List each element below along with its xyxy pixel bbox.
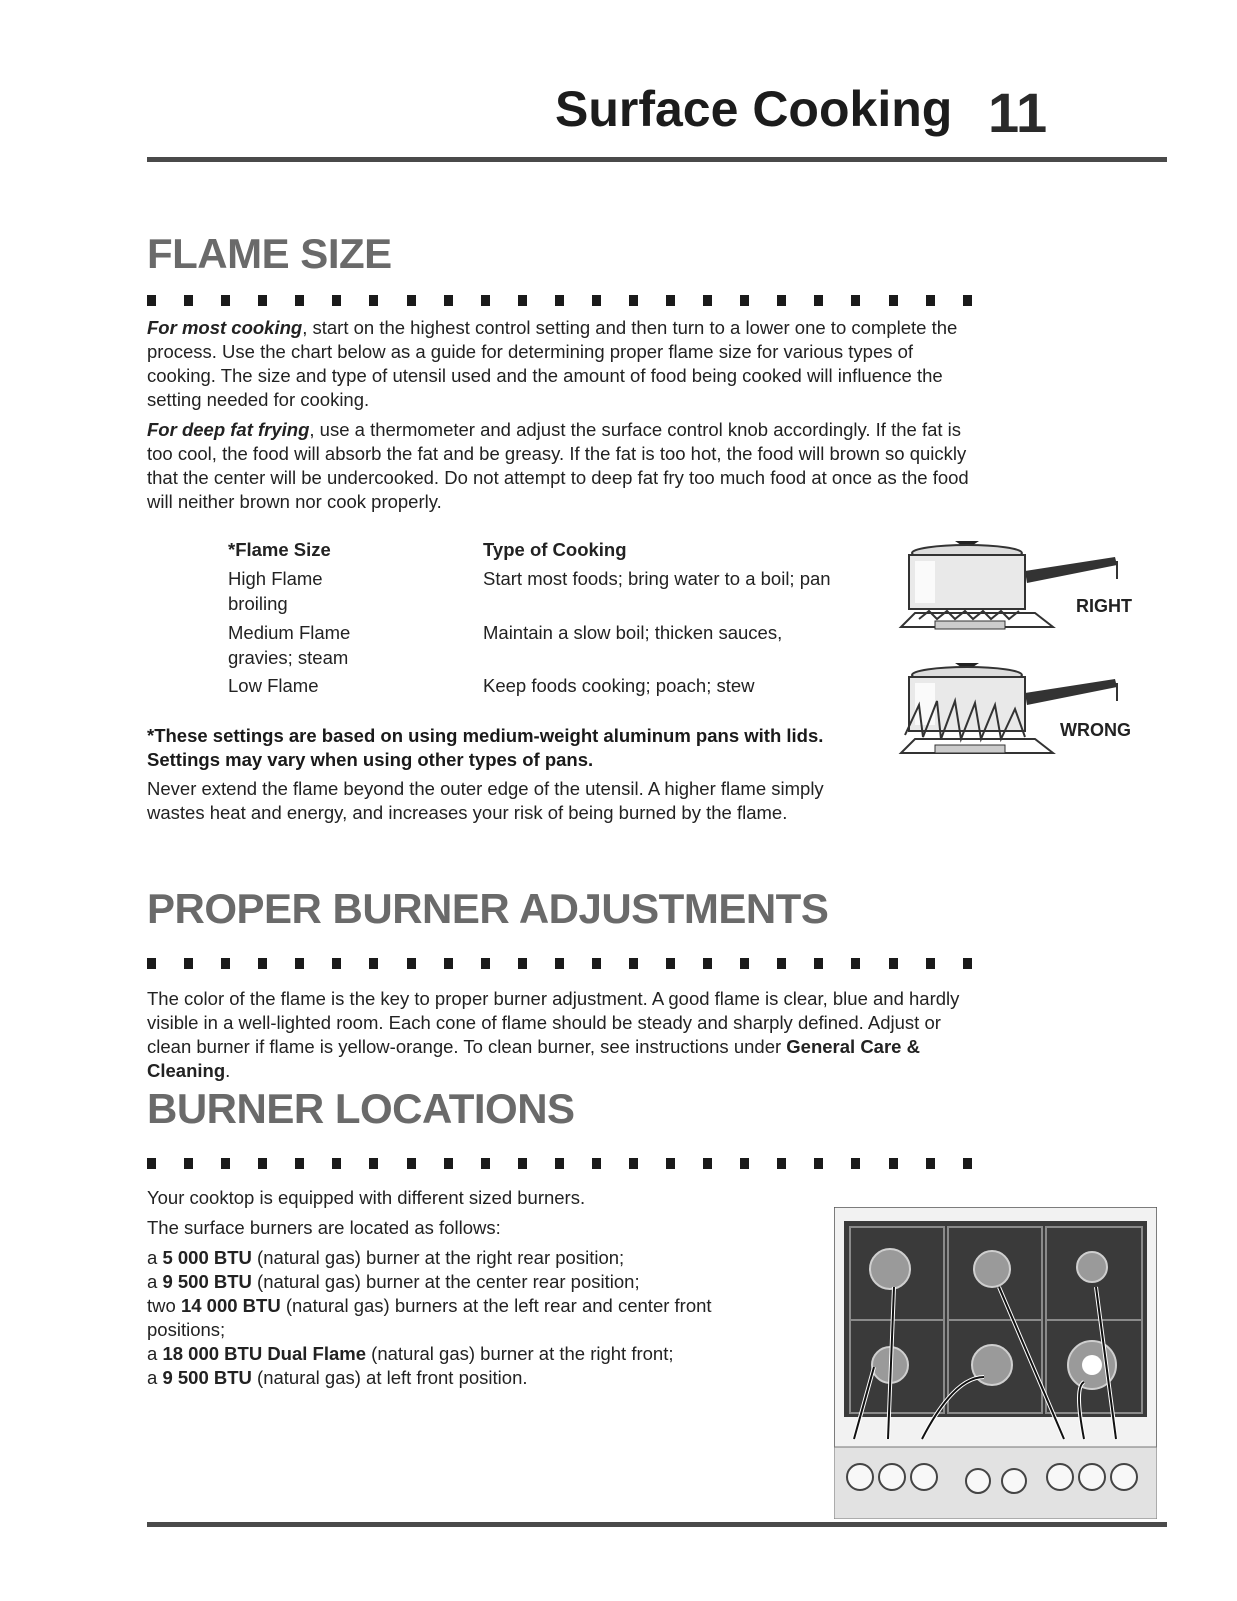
flame-size-text [147, 316, 977, 520]
divider-dot [926, 958, 935, 969]
item-btu: 9 500 BTU [162, 1367, 252, 1388]
table-cell: Start most foods; bring water to a boil; pan [483, 568, 831, 589]
dot-divider [147, 958, 972, 969]
divider-dot [555, 1158, 564, 1169]
p2-text: , use a thermometer and adjust the surface control knob accordingly. If the fat is too cool, the food will absorb the fat and be greasy. If the fat is too hot, the food will brown so quickly that the center will be undercooked. Do not attempt to deep fat fry too much food at once as the food will neither brown nor cook properly. [147, 419, 969, 512]
divider-dot [926, 1158, 935, 1169]
divider-dot [703, 1158, 712, 1169]
divider-dot [481, 295, 490, 306]
item-btu: 18 000 BTU Dual Flame [162, 1343, 367, 1364]
divider-dot [592, 958, 601, 969]
divider-dot [332, 958, 341, 969]
burner-list [147, 1246, 787, 1390]
table-cell: Medium Flame [228, 622, 351, 643]
divider-dot [184, 295, 193, 306]
divider-dot [258, 958, 267, 969]
divider-dot [518, 295, 527, 306]
item-pre: a [147, 1343, 163, 1364]
cooktop-illustration [834, 1207, 1157, 1519]
adjust-text: The color of the flame is the key to proper burner adjustment. A good flame is clear, blue and hardly visible in a well-lighted room. Each cone of flame should be steady and sharply defined. Adjust or clean burner if flame is yellow-orange. To clean burner, see instructions under [147, 988, 960, 1057]
divider-dot [444, 295, 453, 306]
divider-dot [295, 958, 304, 969]
divider-dot [629, 1158, 638, 1169]
page-number: 11 [988, 81, 1048, 144]
p1-text: , start on the highest control setting and then turn to a lower one to complete the process. Use the chart below as a guide for determining proper flame size for various types of cooking. The size and type of utensil used and the amount of food being cooked will influence the setting needed for cooking. [147, 317, 958, 410]
care-cleaning-ref: General Care & Cleaning [147, 1036, 920, 1081]
divider-dot [666, 1158, 675, 1169]
item-post: (natural gas) burners at the left rear and center front positions; [147, 1295, 712, 1340]
divider-dot [147, 295, 156, 306]
burner-adjustments-text [147, 987, 967, 1083]
table-cell: High Flame [228, 568, 323, 589]
list-item [147, 1342, 787, 1366]
page-title: Surface Cooking [555, 81, 953, 137]
divider-dot [407, 295, 416, 306]
pan-right-label: RIGHT [1076, 596, 1132, 616]
divider-dot [740, 958, 749, 969]
divider-dot [777, 958, 786, 969]
item-post: (natural gas) burner at the right front; [366, 1343, 674, 1364]
divider-dot [184, 1158, 193, 1169]
divider-dot [481, 958, 490, 969]
item-btu: 9 500 BTU [162, 1271, 252, 1292]
divider-dot [703, 295, 712, 306]
divider-dot [963, 1158, 972, 1169]
divider-dot [221, 295, 230, 306]
divider-dot [926, 295, 935, 306]
divider-dot [147, 1158, 156, 1169]
table-cell: broiling [228, 593, 288, 614]
most-cooking-paragraph [147, 316, 977, 412]
divider-dot [740, 295, 749, 306]
table-header-flame-size: *Flame Size [228, 539, 331, 560]
burner-locations-text [147, 1186, 787, 1390]
flame-extend-text: Never extend the flame beyond the outer edge of the utensil. A higher flame simply wastes heat and energy, and increases your risk of being burned by the flame. [147, 778, 824, 823]
footer-rule [147, 1522, 1167, 1527]
item-btu: 5 000 BTU [162, 1247, 252, 1268]
divider-dot [295, 295, 304, 306]
divider-dot [814, 1158, 823, 1169]
divider-dot [258, 1158, 267, 1169]
table-header-type: Type of Cooking [483, 539, 627, 560]
divider-dot [444, 958, 453, 969]
lead-deep-fat: For deep fat frying [147, 419, 310, 440]
divider-dot [407, 1158, 416, 1169]
divider-dot [889, 1158, 898, 1169]
divider-dot [703, 958, 712, 969]
divider-dot [851, 295, 860, 306]
item-post: (natural gas) burner at the center rear position; [251, 1271, 640, 1292]
divider-dot [407, 958, 416, 969]
divider-dot [147, 958, 156, 969]
item-btu: 14 000 BTU [180, 1295, 281, 1316]
divider-dot [332, 1158, 341, 1169]
divider-dot [518, 1158, 527, 1169]
divider-dot [369, 958, 378, 969]
divider-dot [740, 1158, 749, 1169]
divider-dot [518, 958, 527, 969]
table-cell: Low Flame [228, 675, 319, 696]
divider-dot [777, 295, 786, 306]
table-cell: Maintain a slow boil; thicken sauces, [483, 622, 783, 643]
divider-dot [963, 958, 972, 969]
divider-dot [555, 958, 564, 969]
divider-dot [889, 958, 898, 969]
divider-dot [629, 958, 638, 969]
dot-divider [147, 295, 972, 306]
section-title-burner-locations: BURNER LOCATIONS [147, 1085, 575, 1132]
divider-dot [889, 295, 898, 306]
divider-dot [332, 295, 341, 306]
dot-divider [147, 1158, 972, 1169]
divider-dot [369, 1158, 378, 1169]
divider-dot [592, 295, 601, 306]
divider-dot [444, 1158, 453, 1169]
table-cell: Keep foods cooking; poach; stew [483, 675, 755, 696]
divider-dot [184, 958, 193, 969]
section-title-flame-size: FLAME SIZE [147, 230, 392, 277]
adjust-text-end: . [225, 1060, 231, 1081]
divider-dot [777, 1158, 786, 1169]
item-pre: a [147, 1271, 163, 1292]
divider-dot [666, 958, 675, 969]
divider-dot [666, 295, 675, 306]
divider-dot [851, 1158, 860, 1169]
intro-line: Your cooktop is equipped with different sized burners. [147, 1187, 586, 1208]
divider-dot [851, 958, 860, 969]
list-item [147, 1366, 787, 1390]
divider-dot [629, 295, 638, 306]
intro-line: The surface burners are located as follows: [147, 1217, 501, 1238]
divider-dot [221, 1158, 230, 1169]
item-post: (natural gas) burner at the right rear position; [251, 1247, 625, 1268]
header-rule [147, 157, 1167, 162]
divider-dot [963, 295, 972, 306]
item-post: (natural gas) at left front position. [251, 1367, 528, 1388]
divider-dot [258, 295, 267, 306]
table-cell: gravies; steam [228, 647, 349, 668]
divider-dot [481, 1158, 490, 1169]
item-pre: a [147, 1367, 163, 1388]
section-title-burner-adjustments: PROPER BURNER ADJUSTMENTS [147, 885, 829, 932]
divider-dot [295, 1158, 304, 1169]
divider-dot [592, 1158, 601, 1169]
lead-most-cooking: For most cooking [147, 317, 303, 338]
divider-dot [369, 295, 378, 306]
list-item [147, 1270, 787, 1294]
deep-fat-paragraph [147, 418, 977, 514]
divider-dot [555, 295, 564, 306]
divider-dot [814, 958, 823, 969]
item-pre: a [147, 1247, 163, 1268]
divider-dot [814, 295, 823, 306]
settings-note: *These settings are based on using medium-weight aluminum pans with lids. Settings may vary when using other types of pans. [147, 725, 824, 770]
pan-wrong-label: WRONG [1060, 720, 1131, 740]
list-item [147, 1246, 787, 1270]
item-pre: two [147, 1295, 181, 1316]
flame-table [228, 537, 878, 707]
list-item [147, 1294, 767, 1342]
divider-dot [221, 958, 230, 969]
